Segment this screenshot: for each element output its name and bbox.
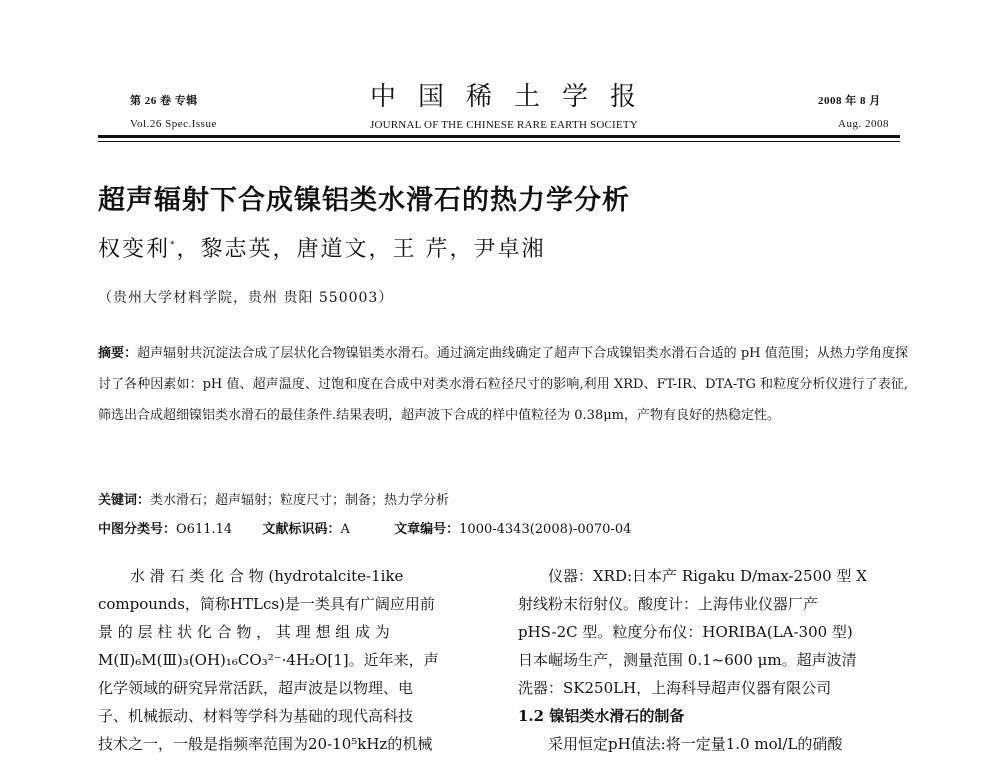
left-column <box>98 562 498 758</box>
abstract <box>98 338 908 431</box>
classification-line <box>98 518 631 537</box>
body-line: 仪器：XRD:日本产 Rigaku D/max-2500 型 X <box>548 567 867 585</box>
volume-en: Vol.26 Spec.Issue <box>130 118 217 130</box>
doc-code-value: A <box>340 522 350 537</box>
other-authors: ，黎志英，唐道文，王 芹，尹卓湘 <box>176 237 546 262</box>
author-list <box>98 232 546 263</box>
article-title: 超声辐射下合成镍铝类水滑石的热力学分析 <box>98 185 630 216</box>
abstract-text: 超声辐射共沉淀法合成了层状化合物镍铝类水滑石。通过滴定曲线确定了超声下合成镍铝类水滑石合适的 pH 值范围；从热力学角度探讨了各种因素如：pH 值、超声温度、过饱和度在合成中对类水滑石粒径尺寸的影响,利用 XRD、FT-IR、DTA-TG 和粒度分析仪进行了表征,筛选出合成超细镍铝类水滑石的最佳条件.结果表明，超声波下合成的样中值粒径为 0.38μm，产物有良好的热稳定性。 <box>98 346 908 423</box>
body-line: 射线粉末衍射仪。酸度计：上海伟业仪器厂产 <box>518 595 819 613</box>
date-cn: 2008 年 8 月 <box>818 95 881 107</box>
affiliation: （贵州大学材料学院，贵州 贵阳 550003） <box>98 290 394 306</box>
body-line: 采用恒定pH值法:将一定量1.0 mol/L的硝酸 <box>548 735 843 753</box>
clc-value: O611.14 <box>176 522 233 537</box>
journal-title-cn: 中国稀土学报 <box>370 82 659 112</box>
body-line: 技术之一，一般是指频率范围为20-10⁵kHz的机械 <box>98 735 433 753</box>
body-line: 化学领域的研究异常活跃，超声波是以物理、电 <box>98 679 414 697</box>
body-line: compounds，简称HTLcs)是一类具有广阔应用前 <box>98 595 435 613</box>
article-number-value: 1000-4343(2008)-0070-04 <box>459 522 632 537</box>
doc-code-label: 文献标识码： <box>262 522 341 537</box>
body-line: pHS-2C 型。粒度分布仪：HORIBA(LA-300 型) <box>518 623 853 641</box>
body-line: 景 的 层 柱 状 化 合 物 ， 其 理 想 组 成 为 <box>98 623 390 641</box>
body-line: 洗器：SK250LH，上海科导超声仪器有限公司 <box>518 679 832 697</box>
journal-title-en: JOURNAL OF THE CHINESE RARE EARTH SOCIETY <box>370 119 638 131</box>
body-line: M(Ⅱ)₆M(Ⅲ)₃(OH)₁₆CO₃²⁻·4H₂O[1]。近年来，声 <box>98 651 439 669</box>
keywords <box>98 489 449 508</box>
right-column <box>518 562 906 758</box>
header-rule-thin <box>98 141 900 142</box>
first-author: 权变利 <box>98 237 171 262</box>
body-line: 日本崛场生产，测量范围 0.1~600 μm。超声波清 <box>518 651 857 669</box>
body-line: 水 滑 石 类 化 合 物 (hydrotalcite-1ike <box>130 567 404 585</box>
volume-cn: 第 26 卷 专辑 <box>130 95 198 107</box>
keywords-text: 类水滑石；超声辐射；粒度尺寸；制备；热力学分析 <box>150 493 450 508</box>
body-line: 子、机械振动、材料等学科为基础的现代高科技 <box>98 707 414 725</box>
keywords-label: 关键词： <box>98 493 151 508</box>
article-number-label: 文章编号： <box>394 522 460 537</box>
date-en: Aug. 2008 <box>838 118 889 130</box>
clc-label: 中图分类号： <box>98 522 177 537</box>
corresponding-mark: * <box>170 240 177 251</box>
abstract-label: 摘要： <box>98 346 138 361</box>
section-heading: 1.2 镍铝类水滑石的制备 <box>518 707 685 725</box>
header-rule-thick <box>98 135 900 138</box>
